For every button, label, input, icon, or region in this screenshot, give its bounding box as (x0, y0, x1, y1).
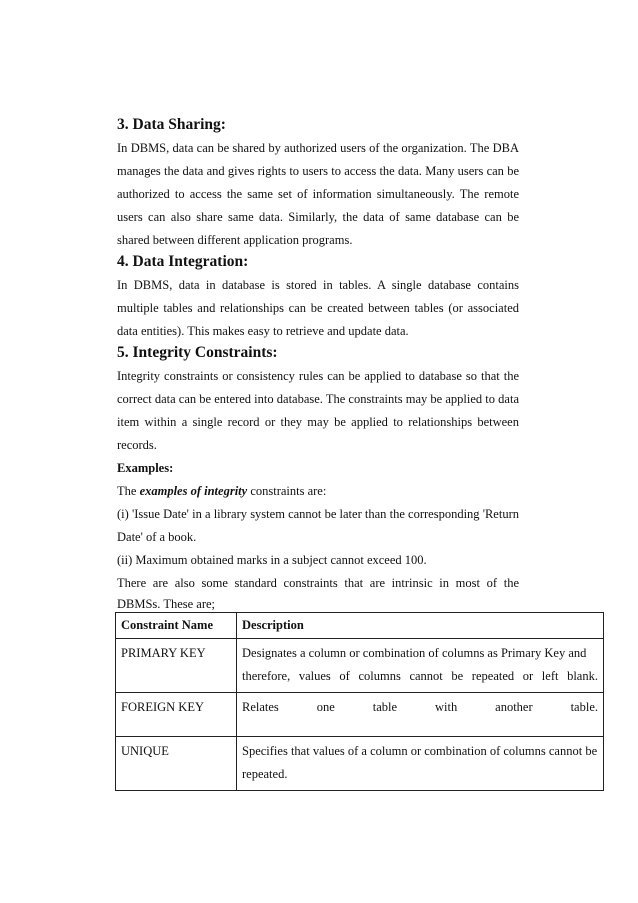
examples-intro-emphasis: examples of integrity (139, 484, 248, 498)
paragraph-line: item within a single record or they may be applied to relationships between (117, 415, 519, 429)
example-line: (i) 'Issue Date' in a library system cannot be later than the corresponding 'Return (117, 507, 519, 521)
table-row (116, 693, 604, 737)
paragraph-line: data entities). This makes easy to retrieve and update data. (117, 324, 409, 338)
examples-intro-text: constraints are: (247, 484, 327, 498)
table-header-row (116, 613, 604, 639)
paragraph-line: correct data can be entered into database. The constraints may be applied to data (117, 392, 519, 406)
paragraph-line: In DBMS, data can be shared by authorized users of the organization. The DBA (117, 141, 519, 155)
constraint-name-cell: FOREIGN KEY (116, 693, 237, 737)
paragraph-line: multiple tables and relationships can be created between tables (or associated (117, 301, 519, 315)
examples-intro-text: The (117, 484, 140, 498)
heading-data-sharing: 3. Data Sharing: (117, 116, 226, 133)
table-row (116, 737, 604, 791)
heading-integrity-constraints: 5. Integrity Constraints: (117, 344, 278, 361)
constraint-description-cell: Relates one table with another table. (237, 693, 604, 737)
examples-label: Examples: (117, 461, 174, 475)
constraint-description-cell: Specifies that values of a column or combination of columns cannot be repeated. (237, 737, 604, 791)
heading-data-integration: 4. Data Integration: (117, 253, 249, 270)
examples-intro (117, 484, 519, 498)
example-line: DBMSs. These are; (117, 597, 216, 611)
constraints-table (115, 612, 604, 791)
table-row (116, 639, 604, 693)
column-header-constraint-name: Constraint Name (116, 613, 237, 639)
constraint-name-cell: PRIMARY KEY (116, 639, 237, 693)
column-header-description: Description (237, 613, 604, 639)
example-line: (ii) Maximum obtained marks in a subject cannot exceed 100. (117, 553, 427, 567)
constraint-name-cell: UNIQUE (116, 737, 237, 791)
paragraph-line: records. (117, 438, 157, 452)
example-line: Date' of a book. (117, 530, 197, 544)
paragraph-line: authorized to access the same set of information simultaneously. The remote (117, 187, 519, 201)
paragraph-line: shared between different application programs. (117, 233, 353, 247)
example-line: There are also some standard constraints that are intrinsic in most of the (117, 576, 519, 590)
paragraph-line: users can also share same data. Similarly, the data of same database can be (117, 210, 519, 224)
paragraph-line: In DBMS, data in database is stored in tables. A single database contains (117, 278, 519, 292)
constraint-description-cell: Designates a column or combination of columns as Primary Key and therefore, values of columns cannot be repeated or left blank. (237, 639, 604, 693)
paragraph-line: Integrity constraints or consistency rules can be applied to database so that the (117, 369, 519, 383)
paragraph-line: manages the data and gives rights to users to access the data. Many users can be (117, 164, 519, 178)
